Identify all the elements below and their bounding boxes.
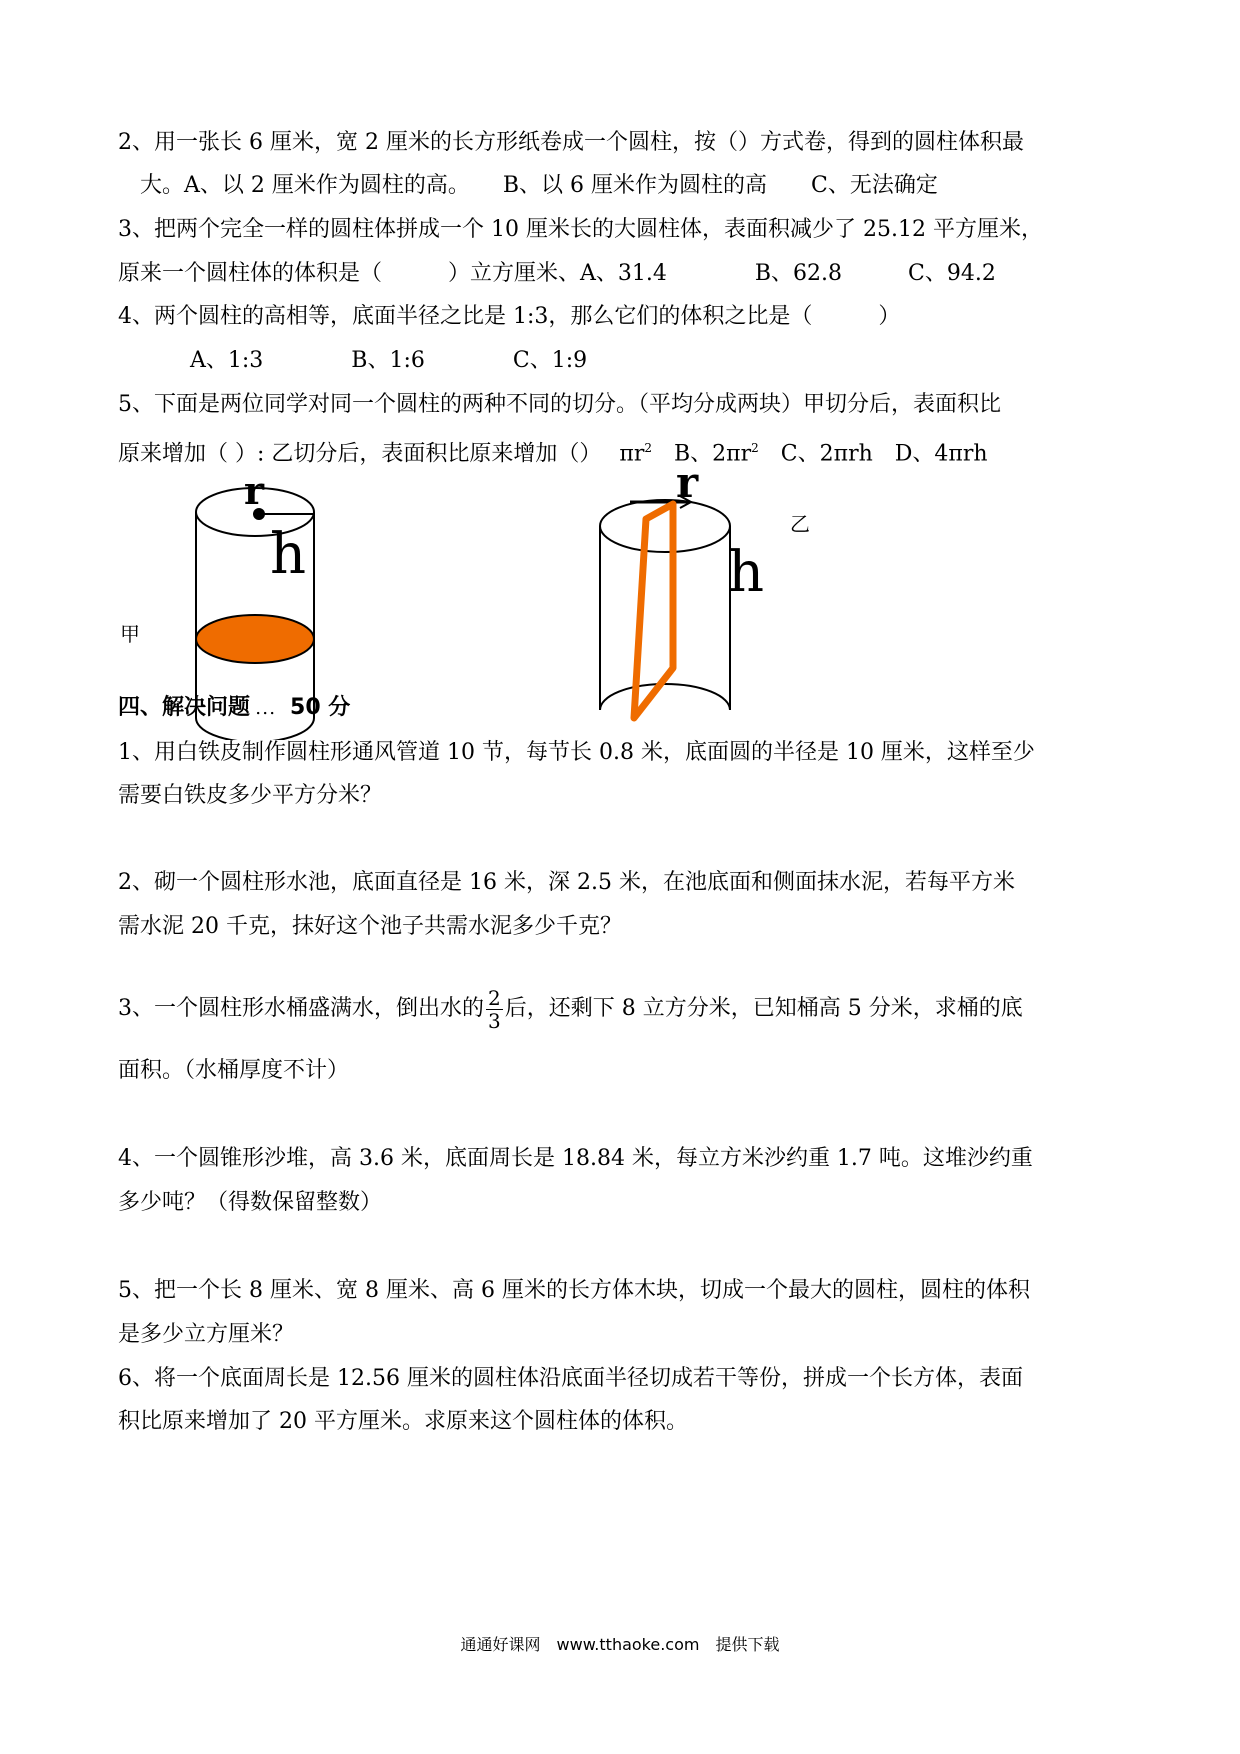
- q5-line2-c: C、2πrh D、4πrh: [758, 441, 988, 467]
- q3-line2: 原来一个圆柱体的体积是（ ）立方厘米、A、31.4 B、62.8 C、94.2: [118, 261, 996, 286]
- q2-line1: 2、用一张长 6 厘米，宽 2 厘米的长方形纸卷成一个圆柱，按（）方式卷，得到的圆柱体积最: [118, 130, 1024, 155]
- p3-frac-num: 2: [488, 985, 501, 1010]
- jia-label: 甲: [120, 622, 140, 646]
- p3-line2: 面积。（水桶厚度不计）: [118, 1058, 350, 1083]
- jia-cut-section: [196, 615, 314, 663]
- p6-line1: 6、将一个底面周长是 12.56 厘米的圆柱体沿底面半径切成若干等份，拼成一个长方体，表面: [118, 1366, 1023, 1391]
- p4-line1: 4、一个圆锥形沙堆，高 3.6 米，底面周长是 18.84 米，每立方米沙约重 1.7 吨。这堆沙约重: [118, 1146, 1033, 1171]
- yi-bottom-back-arc: [600, 684, 730, 710]
- p1-line1: 1、用白铁皮制作圆柱形通风管道 10 节，每节长 0.8 米，底面圆的半径是 10 厘米，这样至少: [118, 740, 1035, 765]
- section4-score: 50 分: [290, 695, 351, 720]
- q5-line2: [118, 432, 988, 470]
- p5-line2: 是多少立方厘米？: [118, 1322, 295, 1347]
- p5-line1: 5、把一个长 8 厘米、宽 8 厘米、高 6 厘米的长方体木块，切成一个最大的圆柱，圆柱的体积: [118, 1278, 1030, 1303]
- q4-line2: A、1:3 B、1:6 C、1:9: [190, 348, 588, 373]
- q3-line1: 3、把两个完全一样的圆柱体拼成一个 10 厘米长的大圆柱体，表面积减少了 25.12 平方厘米，: [118, 217, 1043, 242]
- yi-r-label: r: [676, 458, 699, 507]
- q5-sup1: 2: [644, 441, 653, 455]
- p3-frac-den: 3: [488, 1008, 501, 1033]
- yi-label: 乙: [790, 512, 810, 536]
- section4-heading: [118, 692, 350, 726]
- q4-line1: 4、两个圆柱的高相等，底面半径之比是 1:3，那么它们的体积之比是（ ）: [118, 304, 901, 329]
- yi-h-label: h: [728, 540, 765, 605]
- p3-line1: [118, 984, 1023, 1034]
- p3-fraction: [486, 987, 503, 1032]
- p4-line2: 多少吨？（得数保留整数）: [118, 1190, 383, 1215]
- p2-line1: 2、砌一个圆柱形水池，底面直径是 16 米，深 2.5 米，在池底面和侧面抹水泥，若每平方米: [118, 870, 1015, 895]
- figure-yi: [560, 458, 840, 740]
- q5-line2-b: B、2πr: [652, 441, 752, 467]
- p1-line2: 需要白铁皮多少平方分米？: [118, 783, 383, 808]
- footer-text: 通通好课网 www.tthaoke.com 提供下载: [460, 1635, 780, 1654]
- q5-sup2: 2: [751, 441, 759, 455]
- jia-h-label: h: [270, 522, 307, 587]
- q5-line1: 5、下面是两位同学对同一个圆柱的两种不同的切分。（平均分成两块）甲切分后，表面积比: [118, 392, 1002, 417]
- jia-r-label: r: [244, 468, 265, 513]
- p3-line1-b: 后，还剩下 8 立方分米，已知桶高 5 分米，求桶的底: [504, 996, 1023, 1021]
- section4-dots: ．．．: [256, 702, 285, 718]
- p3-line1-a: 3、一个圆柱形水桶盛满水，倒出水的: [118, 996, 484, 1021]
- p2-line2: 需水泥 20 千克，抹好这个池子共需水泥多少千克？: [118, 914, 622, 939]
- p6-line2: 积比原来增加了 20 平方厘米。求原来这个圆柱体的体积。: [118, 1409, 688, 1434]
- section4-title: 四、解决问题: [118, 695, 251, 720]
- q2-line2: 大。A、以 2 厘米作为圆柱的高。 B、以 6 厘米作为圆柱的高 C、无法确定: [140, 173, 938, 198]
- q5-line2-a: 原来增加（ ）: 乙切分后，表面积比原来增加（） πr: [118, 441, 645, 467]
